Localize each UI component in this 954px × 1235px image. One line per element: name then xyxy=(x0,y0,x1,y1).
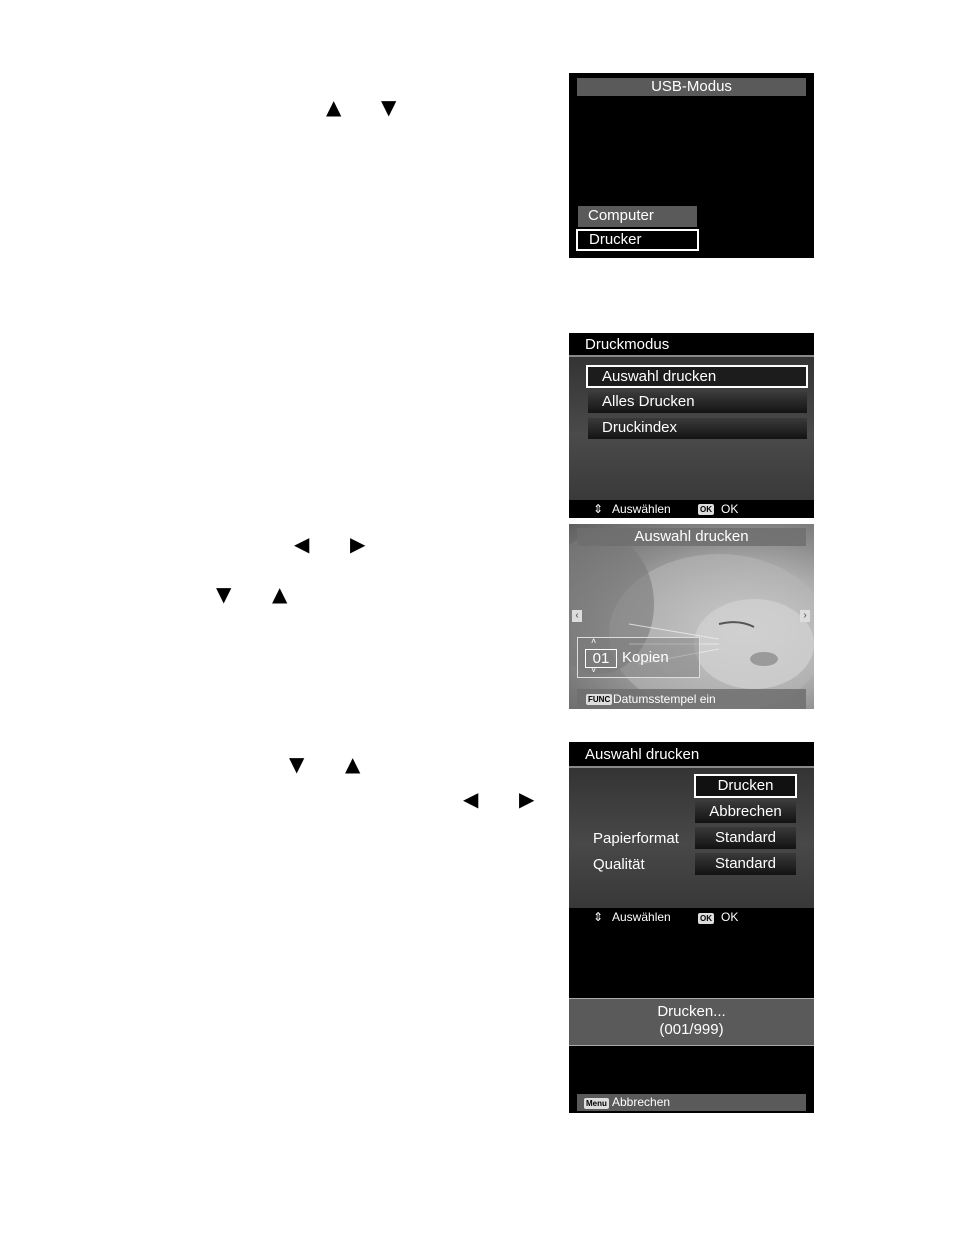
confirm-screen xyxy=(569,742,814,927)
down-arrow-icon: ▼ xyxy=(381,95,397,119)
footer-select-hint: Auswählen xyxy=(612,502,671,516)
paper-size-label: Papierformat xyxy=(593,830,679,847)
updown-icon: ⇕ xyxy=(593,502,604,516)
copies-stepper[interactable] xyxy=(577,637,700,678)
footer-select-hint: Auswählen xyxy=(612,910,671,924)
usb-option-computer[interactable]: Computer xyxy=(578,206,697,227)
printing-screen xyxy=(569,927,814,1113)
quality-label: Qualität xyxy=(593,856,645,873)
ok-key-icon: OK xyxy=(700,914,712,923)
copies-value[interactable]: 01 xyxy=(585,649,617,668)
stepper-down-icon[interactable]: ˅ xyxy=(591,665,597,675)
print-button[interactable]: Drucken xyxy=(694,774,797,798)
chevron-right-icon[interactable]: › xyxy=(800,610,810,622)
photo-thumbnail xyxy=(569,524,814,709)
print-mode-option-index[interactable]: Druckindex xyxy=(588,418,807,439)
printing-status: Drucken... xyxy=(657,1003,726,1020)
up-arrow-icon: ▲ xyxy=(345,752,361,776)
print-mode-option-selection[interactable]: Auswahl drucken xyxy=(586,365,808,388)
right-arrow-icon: ▶ xyxy=(350,532,366,556)
updown-icon: ⇕ xyxy=(593,910,604,924)
printing-status-panel xyxy=(569,998,814,1046)
chevron-left-icon[interactable]: ‹ xyxy=(572,610,582,622)
down-arrow-icon: ▼ xyxy=(216,582,232,606)
ok-key-icon: OK xyxy=(700,505,712,514)
copies-label: Kopien xyxy=(622,649,669,666)
up-arrow-icon: ▲ xyxy=(326,95,342,119)
stepper-up-icon[interactable]: ˄ xyxy=(591,636,597,646)
usb-option-printer[interactable]: Drucker xyxy=(576,229,699,251)
func-key-icon: FUNC xyxy=(588,695,611,704)
print-mode-title: Druckmodus xyxy=(585,336,670,353)
footer-ok-hint: OK xyxy=(721,910,739,924)
left-arrow-icon: ◀ xyxy=(463,787,479,811)
confirm-title: Auswahl drucken xyxy=(585,746,700,763)
down-arrow-icon: ▼ xyxy=(289,752,305,776)
up-arrow-icon: ▲ xyxy=(272,582,288,606)
selection-screen xyxy=(569,524,814,709)
footer-ok-hint: OK xyxy=(721,502,739,516)
printing-progress: (001/999) xyxy=(659,1021,724,1038)
date-stamp-hint: Datumsstempel ein xyxy=(613,692,716,706)
usb-mode-title: USB-Modus xyxy=(577,78,806,96)
print-mode-screen xyxy=(569,333,814,518)
paper-size-value[interactable]: Standard xyxy=(695,827,796,849)
usb-mode-screen xyxy=(569,73,814,258)
cancel-print-hint[interactable]: Abbrechen xyxy=(612,1095,671,1109)
left-arrow-icon: ◀ xyxy=(294,532,310,556)
menu-key-icon: Menu xyxy=(586,1099,607,1108)
selection-title: Auswahl drucken xyxy=(577,528,806,546)
cancel-button[interactable]: Abbrechen xyxy=(695,801,796,823)
print-mode-option-all[interactable]: Alles Drucken xyxy=(588,392,807,413)
right-arrow-icon: ▶ xyxy=(519,787,535,811)
quality-value[interactable]: Standard xyxy=(695,853,796,875)
